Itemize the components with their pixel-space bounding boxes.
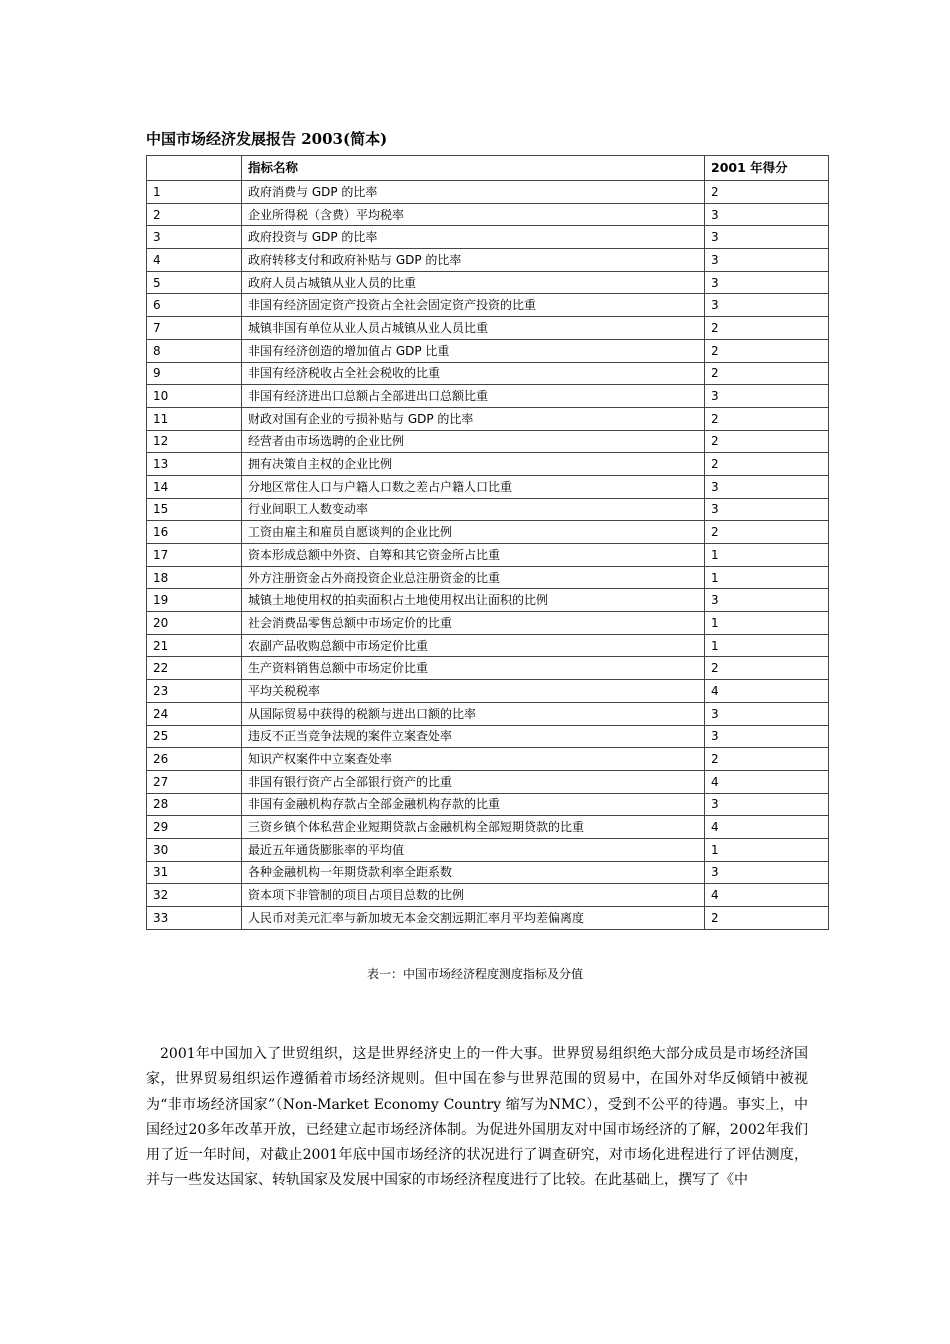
row-indicator-name: 城镇非国有单位从业人员占城镇从业人员比重 [242,317,705,340]
row-index: 12 [147,430,242,453]
table-row [147,589,829,612]
table-row [147,838,829,861]
row-index: 15 [147,498,242,521]
row-score: 2 [705,657,829,680]
row-indicator-name: 各种金融机构一年期贷款利率全距系数 [242,861,705,884]
table-row [147,203,829,226]
table-row [147,498,829,521]
row-indicator-name: 生产资料销售总额中市场定价比重 [242,657,705,680]
row-index: 1 [147,181,242,204]
table-row [147,294,829,317]
table-row [147,816,829,839]
row-score: 3 [705,589,829,612]
row-score: 2 [705,339,829,362]
row-score: 2 [705,748,829,771]
row-score: 1 [705,544,829,567]
row-score: 2 [705,407,829,430]
row-score: 3 [705,226,829,249]
row-indicator-name: 非国有经济进出口总额占全部进出口总额比重 [242,385,705,408]
table-row [147,612,829,635]
row-index: 33 [147,907,242,930]
table-row [147,793,829,816]
row-indicator-name: 资本形成总额中外资、自筹和其它资金所占比重 [242,544,705,567]
row-indicator-name: 非国有金融机构存款占全部金融机构存款的比重 [242,793,705,816]
row-indicator-name: 城镇土地使用权的拍卖面积占土地使用权出让面积的比例 [242,589,705,612]
row-indicator-name: 工资由雇主和雇员自愿谈判的企业比例 [242,521,705,544]
row-index: 23 [147,680,242,703]
row-index: 30 [147,838,242,861]
table-row [147,453,829,476]
row-score: 3 [705,385,829,408]
row-indicator-name: 违反不正当竞争法规的案件立案查处率 [242,725,705,748]
row-indicator-name: 政府投资与 GDP 的比率 [242,226,705,249]
table-row [147,748,829,771]
table-row [147,657,829,680]
row-index: 7 [147,317,242,340]
table-row [147,226,829,249]
row-score: 2 [705,362,829,385]
row-indicator-name: 资本项下非管制的项目占项目总数的比例 [242,884,705,907]
row-index: 14 [147,475,242,498]
row-score: 3 [705,203,829,226]
row-indicator-name: 知识产权案件中立案查处率 [242,748,705,771]
table-body [147,181,829,930]
table-row [147,430,829,453]
table-row [147,271,829,294]
table-row [147,407,829,430]
row-index: 26 [147,748,242,771]
row-indicator-name: 经营者由市场选聘的企业比例 [242,430,705,453]
row-index: 22 [147,657,242,680]
row-score: 3 [705,294,829,317]
header-indicator-name: 指标名称 [242,156,705,181]
table-row [147,680,829,703]
row-index: 13 [147,453,242,476]
row-indicator-name: 非国有经济固定资产投资占全社会固定资产投资的比重 [242,294,705,317]
table-row [147,339,829,362]
row-index: 24 [147,702,242,725]
row-score: 4 [705,680,829,703]
row-score: 1 [705,634,829,657]
row-index: 25 [147,725,242,748]
table-row [147,702,829,725]
table-header-row [147,156,829,181]
row-indicator-name: 从国际贸易中获得的税额与进出口额的比率 [242,702,705,725]
row-index: 31 [147,861,242,884]
table-row [147,770,829,793]
row-score: 3 [705,271,829,294]
row-index: 4 [147,249,242,272]
row-index: 27 [147,770,242,793]
row-indicator-name: 拥有决策自主权的企业比例 [242,453,705,476]
indicator-score-table [146,155,829,930]
row-score: 2 [705,430,829,453]
row-index: 2 [147,203,242,226]
header-index [147,156,242,181]
row-score: 2 [705,453,829,476]
row-index: 11 [147,407,242,430]
table-row [147,544,829,567]
table-row [147,317,829,340]
row-score: 2 [705,907,829,930]
row-score: 3 [705,793,829,816]
row-score: 4 [705,816,829,839]
row-indicator-name: 平均关税税率 [242,680,705,703]
row-indicator-name: 三资乡镇个体私营企业短期贷款占金融机构全部短期贷款的比重 [242,816,705,839]
row-indicator-name: 政府转移支付和政府补贴与 GDP 的比率 [242,249,705,272]
row-score: 3 [705,475,829,498]
row-indicator-name: 农副产品收购总额中市场定价比重 [242,634,705,657]
row-score: 2 [705,317,829,340]
row-indicator-name: 非国有经济税收占全社会税收的比重 [242,362,705,385]
row-indicator-name: 财政对国有企业的亏损补贴与 GDP 的比率 [242,407,705,430]
table-row [147,566,829,589]
row-index: 17 [147,544,242,567]
row-index: 32 [147,884,242,907]
row-indicator-name: 行业间职工人数变动率 [242,498,705,521]
body-paragraph: 2001年中国加入了世贸组织，这是世界经济史上的一件大事。世界贸易组织绝大部分成员是市场经济国家，世界贸易组织运作遵循着市场经济规则。但中国在参与世界范围的贸易中，在国外对华反倾销中被视为“非市场经济国家”（Non-Market Economy Country 缩写为NMC），受到不公平的待遇。事实上，中国经过20多年改革开放，已经建立起市场经济体制。为促进外国朋友对中国市场经济的了解，2002年我们用了近一年时间，对截止2001年底中国市场经济的状况进行了调查研究，对市场化进程进行了评估测度，并与一些发达国家、转轨国家及发展中国家的市场经济程度进行了比较。在此基础上，撰写了《中 [146,1046,808,1189]
row-index: 19 [147,589,242,612]
table-row [147,634,829,657]
row-index: 20 [147,612,242,635]
row-indicator-name: 政府人员占城镇从业人员的比重 [242,271,705,294]
table-caption: 表一：中国市场经济程度测度指标及分值 [366,967,583,981]
row-score: 2 [705,181,829,204]
row-score: 3 [705,498,829,521]
row-indicator-name: 人民币对美元汇率与新加坡无本金交割远期汇率月平均差偏离度 [242,907,705,930]
row-indicator-name: 最近五年通货膨胀率的平均值 [242,838,705,861]
table-row [147,861,829,884]
row-index: 18 [147,566,242,589]
row-score: 3 [705,702,829,725]
row-index: 9 [147,362,242,385]
row-indicator-name: 企业所得税（含费）平均税率 [242,203,705,226]
row-indicator-name: 非国有经济创造的增加值占 GDP 比重 [242,339,705,362]
row-index: 21 [147,634,242,657]
row-score: 1 [705,612,829,635]
table-row [147,521,829,544]
table-row [147,475,829,498]
row-index: 8 [147,339,242,362]
table-row [147,249,829,272]
table-row [147,181,829,204]
row-index: 5 [147,271,242,294]
row-score: 4 [705,884,829,907]
row-score: 1 [705,566,829,589]
row-indicator-name: 非国有银行资产占全部银行资产的比重 [242,770,705,793]
row-score: 3 [705,861,829,884]
row-indicator-name: 外方注册资金占外商投资企业总注册资金的比重 [242,566,705,589]
row-score: 2 [705,521,829,544]
row-score: 3 [705,249,829,272]
row-index: 6 [147,294,242,317]
row-indicator-name: 政府消费与 GDP 的比率 [242,181,705,204]
table-row [147,385,829,408]
header-score: 2001 年得分 [705,156,829,181]
table-row [147,907,829,930]
row-score: 4 [705,770,829,793]
row-index: 16 [147,521,242,544]
row-index: 28 [147,793,242,816]
row-indicator-name: 分地区常住人口与户籍人口数之差占户籍人口比重 [242,475,705,498]
table-row [147,884,829,907]
table-row [147,725,829,748]
row-indicator-name: 社会消费品零售总额中市场定价的比重 [242,612,705,635]
row-index: 10 [147,385,242,408]
row-score: 1 [705,838,829,861]
document-title: 中国市场经济发展报告 2003(简本) [146,130,388,148]
table-row [147,362,829,385]
row-index: 3 [147,226,242,249]
row-index: 29 [147,816,242,839]
row-score: 3 [705,725,829,748]
